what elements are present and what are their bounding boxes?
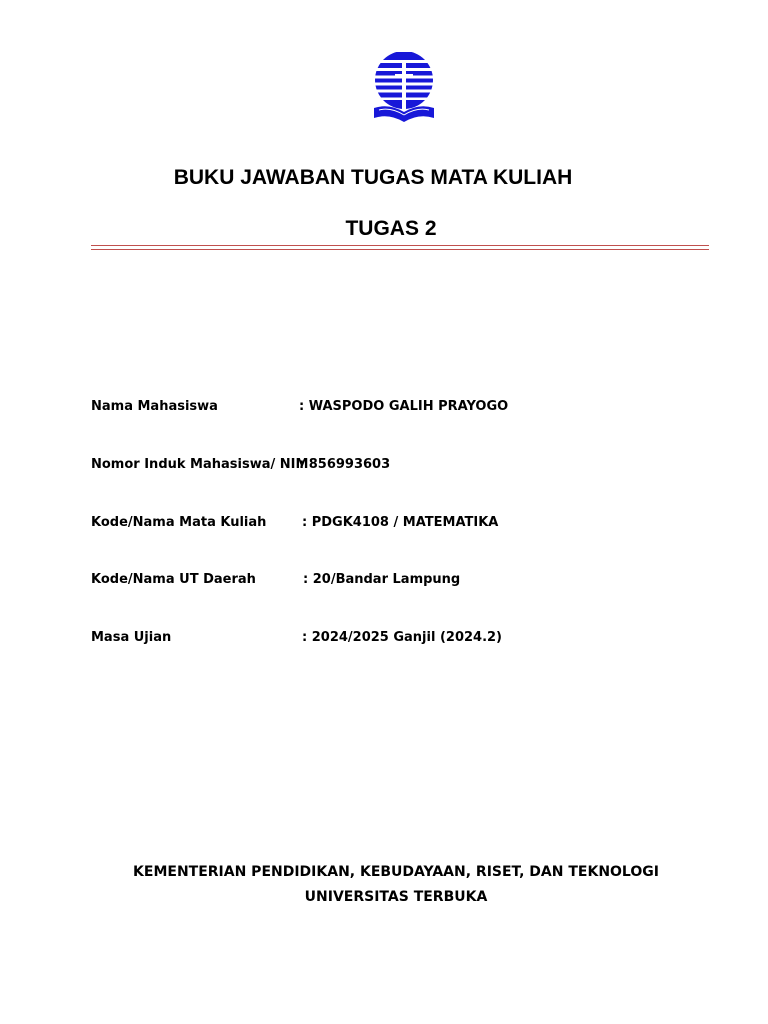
universitas-terbuka-logo-icon	[371, 52, 437, 126]
field-value: : WASPODO GALIH PRAYOGO	[299, 399, 509, 414]
field-label: Masa Ujian	[91, 630, 172, 645]
field-value: : 2024/2025 Ganjil (2024.2)	[302, 630, 503, 645]
footer-university: UNIVERSITAS TERBUKA	[304, 889, 488, 905]
field-value: : PDGK4108 / MATEMATIKA	[302, 515, 499, 530]
field-mata-kuliah	[91, 515, 691, 533]
field-nim	[91, 457, 691, 475]
document-title: BUKU JAWABAN TUGAS MATA KULIAH	[173, 166, 573, 189]
field-label: Kode/Nama Mata Kuliah	[91, 515, 267, 530]
field-masa-ujian	[91, 630, 691, 648]
field-nama-mahasiswa	[91, 399, 691, 417]
field-label: Nomor Induk Mahasiswa/ NIM	[91, 457, 309, 472]
title-rule-bottom	[91, 249, 709, 250]
field-value: : 856993603	[299, 457, 391, 472]
field-ut-daerah	[91, 572, 691, 590]
field-label: Nama Mahasiswa	[91, 399, 218, 414]
title-rule-top	[91, 245, 709, 246]
document-subtitle: TUGAS 2	[345, 217, 437, 240]
footer-ministry: KEMENTERIAN PENDIDIKAN, KEBUDAYAAN, RISET, DAN TEKNOLOGI	[133, 864, 659, 880]
field-value: : 20/Bandar Lampung	[303, 572, 461, 587]
field-label: Kode/Nama UT Daerah	[91, 572, 256, 587]
